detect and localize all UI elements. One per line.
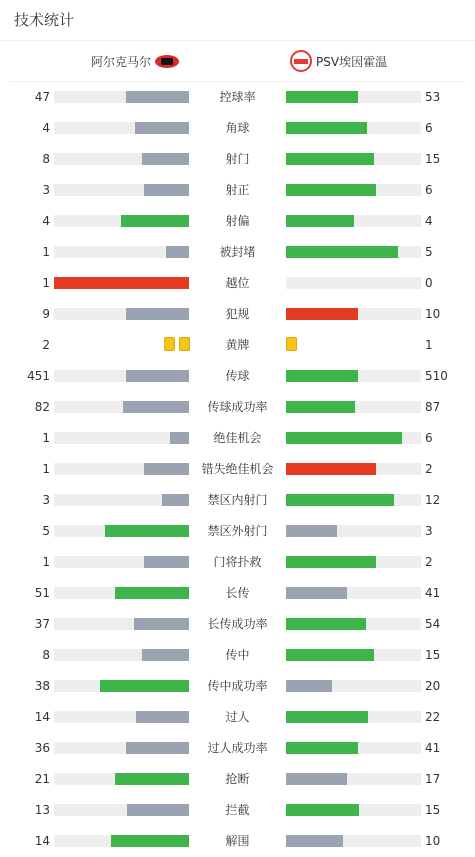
- home-bar-track: [54, 742, 189, 754]
- home-bar-track: [54, 432, 189, 444]
- away-team[interactable]: [290, 41, 387, 81]
- home-bar-track: [54, 463, 189, 475]
- home-value: 14: [34, 834, 50, 848]
- away-bar-fill: [286, 370, 358, 382]
- stat-row: [0, 181, 475, 199]
- away-bar-track: [286, 308, 421, 320]
- away-value: 10: [425, 307, 441, 321]
- away-bar-fill: [286, 215, 354, 227]
- away-value: 87: [425, 400, 441, 414]
- home-bar-fill: [111, 835, 189, 847]
- away-bar-fill: [286, 494, 394, 506]
- away-bar-track: [286, 587, 421, 599]
- away-bar-fill: [286, 184, 376, 196]
- away-bar-fill: [286, 587, 347, 599]
- stat-row: [0, 646, 475, 664]
- away-value: 510: [425, 369, 448, 383]
- away-value: 12: [425, 493, 441, 507]
- home-bar-track: [54, 91, 189, 103]
- stat-row: [0, 367, 475, 385]
- stat-label: 射门: [225, 152, 250, 166]
- home-bar-fill: [134, 618, 189, 630]
- stat-label: 射正: [225, 183, 250, 197]
- home-bar-fill: [115, 587, 189, 599]
- home-yellow-card-icon: [179, 337, 190, 351]
- stat-row: [0, 615, 475, 633]
- home-value: 8: [42, 648, 50, 662]
- away-bar-fill: [286, 804, 359, 816]
- away-bar-fill: [286, 525, 337, 537]
- away-value: 54: [425, 617, 441, 631]
- home-value: 14: [34, 710, 50, 724]
- stat-label: 被封堵: [219, 245, 256, 259]
- home-bar-track: [54, 587, 189, 599]
- stat-label: 长传成功率: [207, 617, 268, 631]
- away-bar-fill: [286, 711, 368, 723]
- away-value: 41: [425, 586, 441, 600]
- away-bar-track: [286, 556, 421, 568]
- home-bar-fill: [144, 556, 189, 568]
- stat-label: 长传: [225, 586, 250, 600]
- stat-row: [0, 801, 475, 819]
- home-bar-track: [54, 215, 189, 227]
- stat-label: 错失绝佳机会: [201, 462, 274, 476]
- home-bar-fill: [142, 153, 189, 165]
- home-value: 4: [42, 214, 50, 228]
- home-bar-track: [54, 370, 189, 382]
- home-bar-track: [54, 494, 189, 506]
- home-yellow-card-icon: [164, 337, 175, 351]
- stat-label: 抢断: [225, 772, 250, 786]
- stat-label: 传中成功率: [207, 679, 268, 693]
- away-value: 22: [425, 710, 441, 724]
- away-bar-track: [286, 649, 421, 661]
- away-bar-track: [286, 215, 421, 227]
- home-value: 1: [42, 245, 50, 259]
- home-value: 1: [42, 462, 50, 476]
- away-value: 20: [425, 679, 441, 693]
- away-bar-track: [286, 525, 421, 537]
- stat-label: 拦截: [225, 803, 250, 817]
- stat-label: 过人: [225, 710, 250, 724]
- home-value: 1: [42, 276, 50, 290]
- stat-row: [0, 832, 475, 850]
- home-value: 51: [34, 586, 50, 600]
- home-bar-track: [54, 401, 189, 413]
- away-value: 1: [425, 338, 433, 352]
- away-bar-track: [286, 91, 421, 103]
- stat-row: [0, 336, 475, 354]
- home-value: 13: [34, 803, 50, 817]
- teams-header: [10, 41, 465, 82]
- away-bar-track: [286, 463, 421, 475]
- stat-row: [0, 584, 475, 602]
- stat-label: 角球: [225, 121, 250, 135]
- home-bar-track: [54, 804, 189, 816]
- away-bar-track: [286, 370, 421, 382]
- home-bar-fill: [162, 494, 189, 506]
- home-bar-fill: [54, 277, 189, 289]
- home-value: 451: [27, 369, 50, 383]
- away-value: 6: [425, 121, 433, 135]
- away-bar-track: [286, 184, 421, 196]
- away-value: 6: [425, 183, 433, 197]
- away-value: 10: [425, 834, 441, 848]
- home-bar-fill: [127, 804, 189, 816]
- home-value: 82: [34, 400, 50, 414]
- home-value: 3: [42, 183, 50, 197]
- stat-label: 门将扑救: [213, 555, 262, 569]
- away-value: 53: [425, 90, 441, 104]
- away-bar-track: [286, 711, 421, 723]
- home-bar-fill: [105, 525, 189, 537]
- away-bar-fill: [286, 556, 376, 568]
- away-bar-fill: [286, 246, 398, 258]
- stat-row: [0, 491, 475, 509]
- away-bar-track: [286, 494, 421, 506]
- home-bar-track: [54, 773, 189, 785]
- stat-row: [0, 739, 475, 757]
- stat-row: [0, 150, 475, 168]
- home-bar-fill: [126, 308, 189, 320]
- stat-row: [0, 522, 475, 540]
- away-bar-track: [286, 742, 421, 754]
- away-bar-track: [286, 153, 421, 165]
- home-bar-track: [54, 556, 189, 568]
- stat-label: 控球率: [219, 90, 256, 104]
- home-value: 3: [42, 493, 50, 507]
- stat-row: [0, 88, 475, 106]
- home-value: 38: [34, 679, 50, 693]
- stat-label: 射偏: [225, 214, 250, 228]
- stat-label: 解围: [225, 834, 250, 848]
- home-team[interactable]: [91, 41, 179, 81]
- away-value: 6: [425, 431, 433, 445]
- home-value: 2: [42, 338, 50, 352]
- away-bar-fill: [286, 122, 367, 134]
- home-value: 5: [42, 524, 50, 538]
- stat-row: [0, 212, 475, 230]
- away-value: 2: [425, 462, 433, 476]
- away-value: 5: [425, 245, 433, 259]
- away-bar-fill: [286, 618, 366, 630]
- away-bar-fill: [286, 91, 358, 103]
- home-bar-fill: [100, 680, 189, 692]
- stat-label: 越位: [225, 276, 250, 290]
- home-value: 8: [42, 152, 50, 166]
- home-value: 37: [34, 617, 50, 631]
- stat-label: 禁区外射门: [207, 524, 268, 538]
- home-value: 1: [42, 555, 50, 569]
- away-bar-track: [286, 122, 421, 134]
- home-bar-fill: [135, 122, 189, 134]
- home-bar-track: [54, 153, 189, 165]
- home-bar-fill: [115, 773, 189, 785]
- away-bar-fill: [286, 649, 374, 661]
- home-bar-fill: [123, 401, 189, 413]
- stat-row: [0, 460, 475, 478]
- away-bar-track: [286, 618, 421, 630]
- stat-row: [0, 677, 475, 695]
- home-value: 36: [34, 741, 50, 755]
- away-bar-track: [286, 277, 421, 289]
- stat-label: 犯规: [225, 307, 250, 321]
- home-bar-fill: [144, 184, 189, 196]
- stat-row: [0, 243, 475, 261]
- stat-row: [0, 119, 475, 137]
- away-value: 2: [425, 555, 433, 569]
- away-bar-fill: [286, 835, 343, 847]
- away-value: 15: [425, 803, 441, 817]
- stat-label: 绝佳机会: [213, 431, 262, 445]
- away-value: 15: [425, 648, 441, 662]
- away-bar-fill: [286, 680, 332, 692]
- home-bar-fill: [126, 91, 189, 103]
- stat-row: [0, 398, 475, 416]
- home-bar-track: [54, 122, 189, 134]
- away-bar-fill: [286, 153, 374, 165]
- stat-row: [0, 708, 475, 726]
- stat-row: [0, 305, 475, 323]
- home-value: 4: [42, 121, 50, 135]
- home-bar-fill: [144, 463, 189, 475]
- away-value: 15: [425, 152, 441, 166]
- away-bar-track: [286, 401, 421, 413]
- stat-label: 传球: [225, 369, 250, 383]
- home-bar-track: [54, 525, 189, 537]
- away-bar-fill: [286, 401, 355, 413]
- away-value: 17: [425, 772, 441, 786]
- home-bar-fill: [126, 742, 189, 754]
- home-bar-track: [54, 835, 189, 847]
- home-value: 21: [34, 772, 50, 786]
- stat-row: [0, 770, 475, 788]
- away-bar-track: [286, 835, 421, 847]
- away-bar-fill: [286, 463, 376, 475]
- home-bar-track: [54, 184, 189, 196]
- away-bar-track: [286, 432, 421, 444]
- away-value: 41: [425, 741, 441, 755]
- psv-logo-icon: [290, 50, 312, 72]
- home-bar-fill: [121, 215, 189, 227]
- home-value: 1: [42, 431, 50, 445]
- stat-row: [0, 274, 475, 292]
- home-value: 47: [34, 90, 50, 104]
- home-bar-fill: [142, 649, 189, 661]
- section-title: 技术统计: [0, 0, 475, 41]
- home-bar-fill: [170, 432, 189, 444]
- away-bar-fill: [286, 742, 358, 754]
- stat-label: 黄牌: [225, 338, 250, 352]
- away-bar-track: [286, 680, 421, 692]
- stat-label: 传中: [225, 648, 250, 662]
- home-bar-fill: [126, 370, 189, 382]
- stat-label: 过人成功率: [207, 741, 268, 755]
- away-value: 0: [425, 276, 433, 290]
- home-bar-track: [54, 308, 189, 320]
- away-team-name: PSV埃因霍温: [316, 54, 388, 69]
- away-bar-fill: [286, 308, 358, 320]
- home-bar-fill: [166, 246, 189, 258]
- home-bar-track: [54, 649, 189, 661]
- home-bar-track: [54, 680, 189, 692]
- away-bar-track: [286, 804, 421, 816]
- away-bar-track: [286, 773, 421, 785]
- home-value: 9: [42, 307, 50, 321]
- home-bar-track: [54, 711, 189, 723]
- stat-row: [0, 553, 475, 571]
- az-alkmaar-logo-icon: [155, 55, 179, 68]
- away-bar-fill: [286, 773, 347, 785]
- stat-label: 传球成功率: [207, 400, 268, 414]
- away-value: 4: [425, 214, 433, 228]
- home-bar-track: [54, 618, 189, 630]
- home-bar-track: [54, 246, 189, 258]
- stat-label: 禁区内射门: [207, 493, 268, 507]
- away-yellow-card-icon: [286, 337, 297, 351]
- stat-row: [0, 429, 475, 447]
- away-bar-track: [286, 246, 421, 258]
- home-bar-track: [54, 277, 189, 289]
- home-bar-fill: [136, 711, 189, 723]
- home-team-name: 阿尔克马尔: [90, 54, 151, 69]
- away-bar-fill: [286, 432, 402, 444]
- away-value: 3: [425, 524, 433, 538]
